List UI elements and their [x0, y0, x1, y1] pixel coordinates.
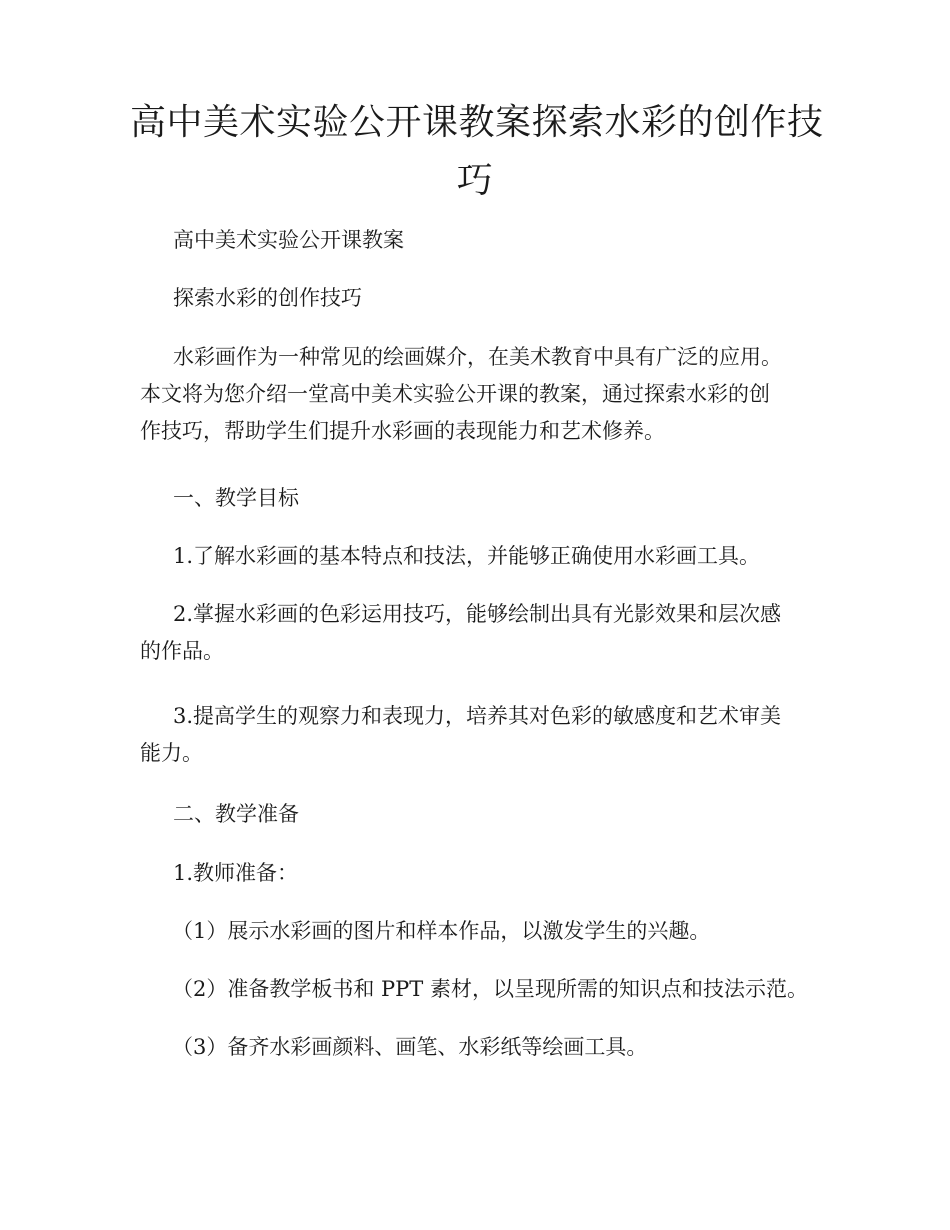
paragraph-line: 1.了解水彩画的基本特点和技法，并能够正确使用水彩画工具。 — [173, 544, 761, 568]
paragraph-line: （2）准备教学板书和 PPT 素材，以呈现所需的知识点和技法示范。 — [172, 977, 808, 1001]
paragraph-line: 2.掌握水彩画的色彩运用技巧，能够绘制出具有光影效果和层次感 — [173, 602, 782, 626]
intro-paragraph — [140, 339, 830, 450]
document-title — [130, 94, 824, 210]
title-line: 高中美术实验公开课教案探索水彩的创作技 — [130, 102, 824, 143]
objective-item — [140, 596, 830, 670]
objective-item — [140, 538, 830, 575]
preparation-heading — [140, 855, 830, 892]
section-heading-objectives — [140, 480, 830, 517]
paragraph-line: 能力。 — [140, 741, 203, 765]
preparation-item — [140, 971, 830, 1008]
paragraph-line: 的作品。 — [140, 639, 224, 663]
subtitle-course — [140, 222, 830, 259]
objective-item — [140, 698, 830, 772]
paragraph-line: 作技巧，帮助学生们提升水彩画的表现能力和艺术修养。 — [140, 419, 665, 443]
preparation-item — [140, 1029, 830, 1066]
title-line: 巧 — [456, 160, 494, 201]
paragraph-line: （1）展示水彩画的图片和样本作品，以激发学生的兴趣。 — [172, 919, 711, 943]
subtitle-topic — [140, 280, 830, 317]
paragraph-line: 探索水彩的创作技巧 — [173, 286, 362, 310]
section-heading-preparation — [140, 796, 830, 833]
paragraph-line: 水彩画作为一种常见的绘画媒介，在美术教育中具有广泛的应用。 — [173, 345, 782, 369]
paragraph-line: 高中美术实验公开课教案 — [173, 228, 404, 252]
preparation-item — [140, 913, 830, 950]
paragraph-line: 3.提高学生的观察力和表现力，培养其对色彩的敏感度和艺术审美 — [173, 704, 782, 728]
paragraph-line: （3）备齐水彩画颜料、画笔、水彩纸等绘画工具。 — [172, 1035, 648, 1059]
paragraph-line: 本文将为您介绍一堂高中美术实验公开课的教案，通过探索水彩的创 — [140, 382, 770, 406]
paragraph-line: 一、教学目标 — [173, 486, 299, 510]
paragraph-line: 二、教学准备 — [173, 802, 299, 826]
paragraph-line: 1.教师准备： — [173, 861, 299, 885]
